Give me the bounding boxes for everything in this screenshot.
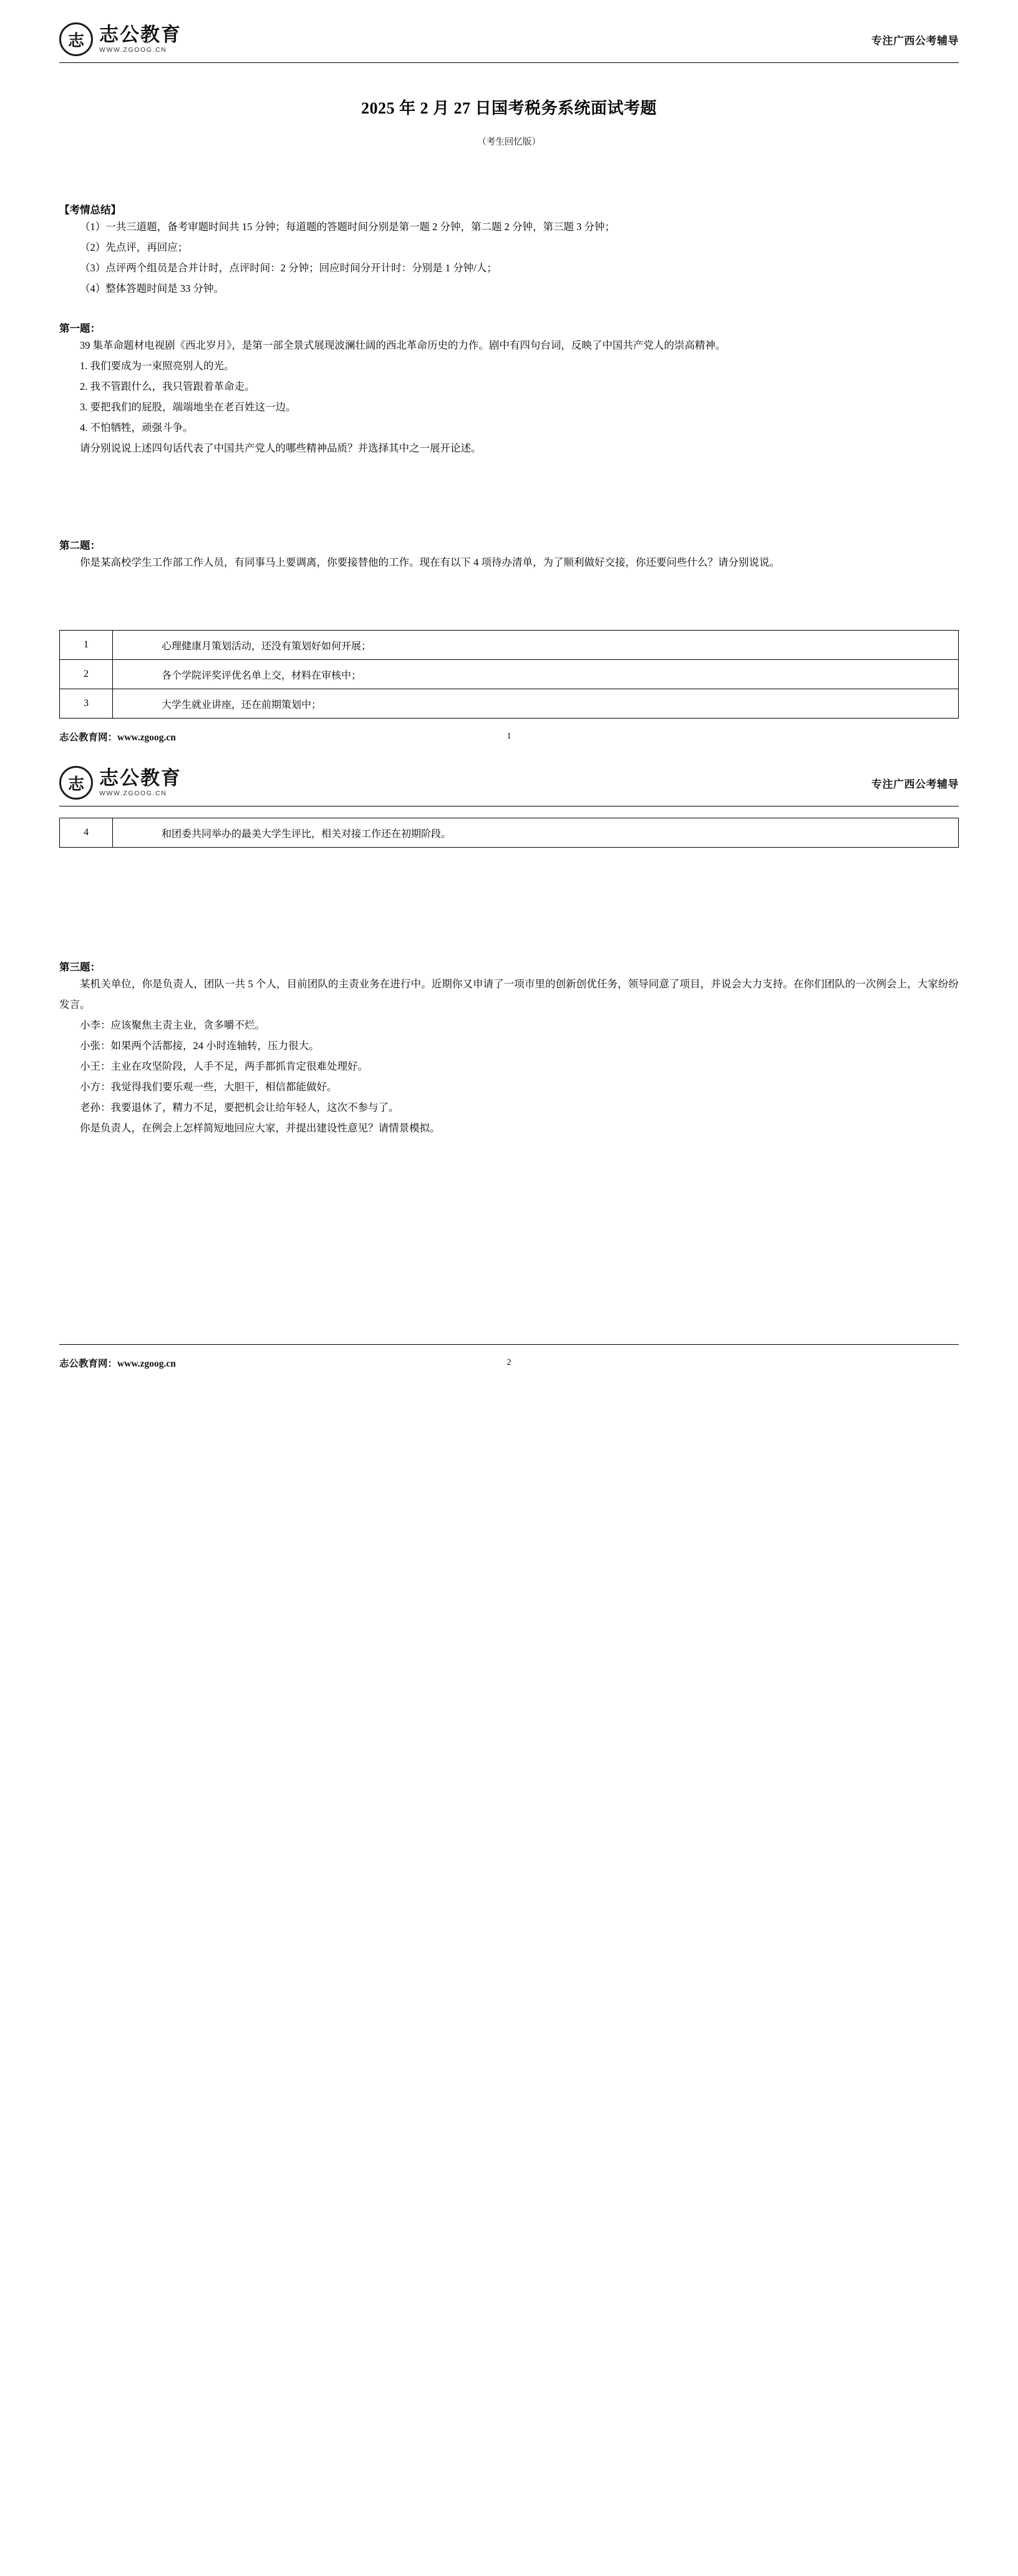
- question1-line-2: 2. 我不管跟什么，我只管跟着革命走。: [80, 380, 255, 392]
- footer-site: 志公教育网：www.zgoog.cn: [59, 732, 176, 743]
- logo-url: WWW.ZGOOG.CN: [99, 790, 167, 798]
- logo-name: 志公教育: [99, 24, 182, 46]
- logo-name: 志公教育: [99, 767, 182, 790]
- table-row: [60, 689, 959, 719]
- footer-divider: [59, 1344, 959, 1345]
- page1-footer: [59, 725, 959, 743]
- summary-line-2: （2）先点评，再回应；: [80, 241, 188, 253]
- question1-line-3: 3. 要把我们的屁股，端端地坐在老百姓这一边。: [80, 401, 296, 413]
- summary-line-4: （4）整体答题时间是 33 分钟。: [80, 283, 224, 294]
- logo-glyph: 志: [67, 31, 84, 50]
- page-subtitle: （考生回忆版）: [477, 137, 541, 147]
- question3-prompt: 你是负责人，在例会上怎样简短地回应大家，并提出建设性意见？请情景模拟。: [80, 1122, 440, 1134]
- document-page-2: [0, 743, 1018, 1370]
- logo-text: [99, 25, 182, 54]
- question3-line-5: 老孙：我要退休了，精力不足，要把机会让给年轻人，这次不参与了。: [80, 1102, 399, 1113]
- table-row: [60, 818, 959, 848]
- summary-heading: 【考情总结】: [59, 204, 121, 216]
- table-cell-text: 大学生就业讲座，还在前期策划中；: [113, 689, 959, 719]
- table-cell-index: 3: [60, 689, 113, 719]
- todo-table-page1: [59, 630, 959, 719]
- question1-heading: 第一题：: [59, 322, 100, 334]
- table-cell-text: 各个学院评奖评优名单上交，材料在审核中；: [113, 660, 959, 689]
- header-tagline: 专注广西公考辅导: [871, 778, 959, 790]
- summary-line-3: （3）点评两个组员是合并计时，点评时间：2 分钟；回应时间分开计时：分别是 1 分钟/人；: [80, 262, 497, 274]
- document-page-1: [0, 0, 1018, 743]
- question1-line-4: 4. 不怕牺牲，顽强斗争。: [80, 422, 193, 433]
- table-cell-text: 心理健康月策划活动，还没有策划好如何开展；: [113, 631, 959, 660]
- table-cell-index: 2: [60, 660, 113, 689]
- table-row: [60, 631, 959, 660]
- question3-line-4: 小方：我觉得我们要乐观一些，大胆干，相信都能做好。: [80, 1081, 337, 1093]
- summary-line-1: （1）一共三道题，备考审题时间共 15 分钟；每道题的答题时间分别是第一题 2 分钟，第二题 2 分钟，第三题 3 分钟；: [80, 221, 615, 233]
- table-cell-index: 1: [60, 631, 113, 660]
- question3-line-2: 小张：如果两个活都接，24 小时连轴转，压力很大。: [80, 1040, 319, 1052]
- table-row: [60, 660, 959, 689]
- question3-heading: 第三题：: [59, 961, 100, 973]
- footer-page-number: 1: [507, 732, 511, 741]
- question3-intro: 某机关单位，你是负责人，团队一共 5 个人，目前团队的主责业务在进行中。近期你又申请了一项市里的创新创优任务，领导同意了项目，并说会大力支持。在你们团队的一次例会上，大家纷纷发言。: [59, 978, 959, 1010]
- logo-text: [99, 768, 182, 797]
- todo-table-page2: [59, 818, 959, 848]
- question1-prompt: 请分别说说上述四句话代表了中国共产党人的哪些精神品质？并选择其中之一展开论述。: [80, 442, 482, 454]
- logo-url: WWW.ZGOOG.CN: [99, 46, 167, 54]
- page2-header: [59, 743, 959, 803]
- logo-circle-icon: [59, 22, 93, 56]
- header-divider: [59, 62, 959, 63]
- footer-site: 志公教育网：www.zgoog.cn: [59, 1358, 176, 1369]
- question1-line-1: 1. 我们要成为一束照亮别人的光。: [80, 360, 235, 372]
- logo-circle-icon: [59, 766, 93, 800]
- logo: [59, 766, 182, 800]
- footer-page-number: 2: [507, 1358, 511, 1367]
- page-header: [59, 0, 959, 60]
- question1-intro: 39 集革命题材电视剧《西北岁月》，是第一部全景式展现波澜壮阔的西北革命历史的力作。剧中有四句台词，反映了中国共产党人的崇高精神。: [80, 339, 726, 351]
- logo-glyph: 志: [67, 775, 84, 793]
- page2-footer: [59, 1351, 959, 1370]
- question2-intro: 你是某高校学生工作部工作人员，有同事马上要调离，你要接替他的工作。现在有以下 4 项待办清单，为了顺利做好交接，你还要问些什么？请分别说说。: [80, 556, 780, 568]
- table-cell-index: 4: [60, 818, 113, 848]
- question2-heading: 第二题：: [59, 540, 100, 551]
- question3-line-1: 小李：应该聚焦主责主业，贪多嚼不烂。: [80, 1019, 265, 1031]
- logo: [59, 22, 182, 56]
- table-cell-text: 和团委共同举办的最美大学生评比，相关对接工作还在初期阶段。: [113, 818, 959, 848]
- page-title: 2025 年 2 月 27 日国考税务系统面试考题: [361, 99, 657, 117]
- header-tagline: 专注广西公考辅导: [871, 34, 959, 47]
- question3-line-3: 小王：主业在攻坚阶段，人手不足，两手都抓肯定很难处理好。: [80, 1060, 368, 1072]
